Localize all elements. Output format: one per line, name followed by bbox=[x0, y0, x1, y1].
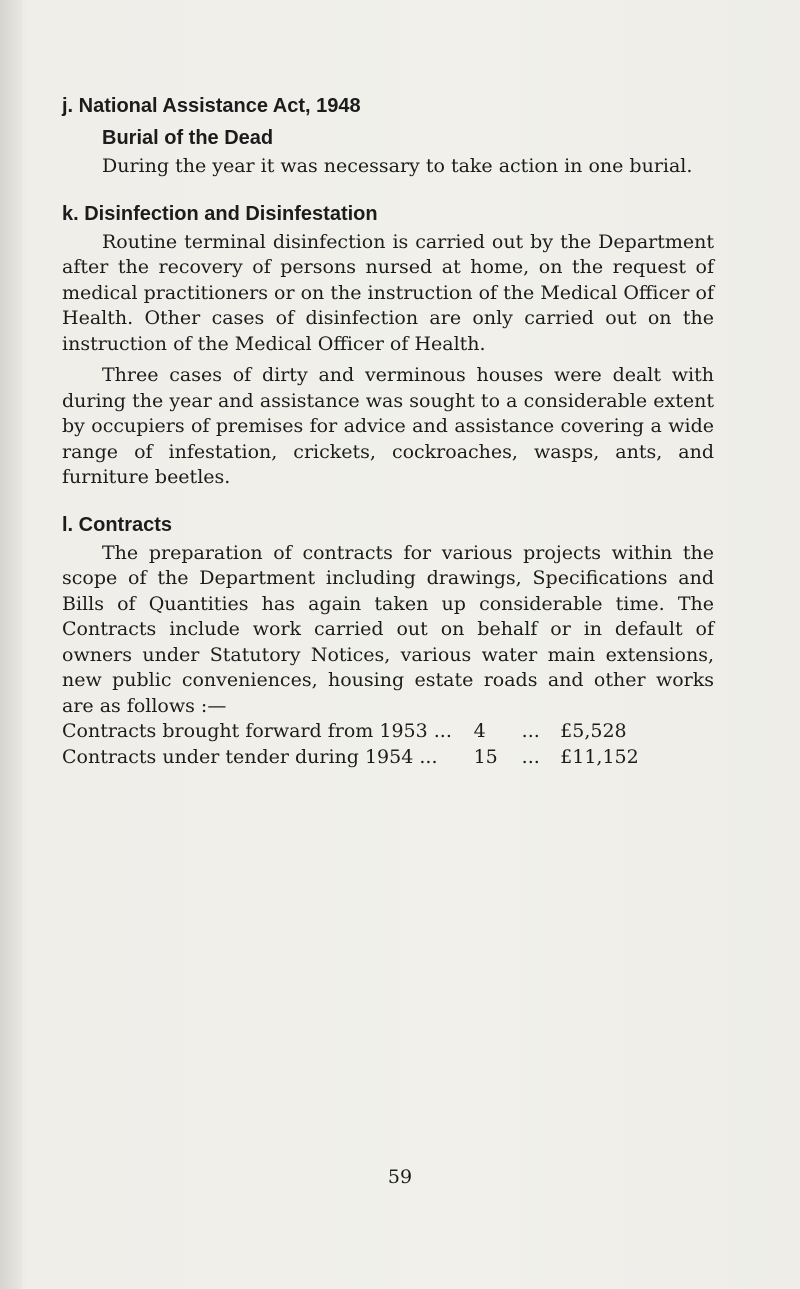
contracts-row-label: Contracts under tender during 1954 ... bbox=[62, 745, 438, 768]
contracts-row-count: 4 bbox=[473, 720, 486, 742]
section-k-paragraph-1: Routine terminal disinfection is carried out by the Department after the recovery of persons nursed at home, on the request of medical practitioners or on the instruction of the Medical Officer of Health. Other cases of disinfection are only carried out on the instruction of the Medical Officer of Health. bbox=[62, 230, 714, 355]
contracts-row bbox=[62, 719, 714, 745]
book-spine-shadow bbox=[0, 0, 22, 1289]
document-body bbox=[62, 90, 714, 770]
section-j-paragraph: During the year it was necessary to take action in one burial. bbox=[102, 155, 693, 177]
contracts-row bbox=[62, 745, 714, 771]
contracts-row-amount: £11,152 bbox=[560, 745, 639, 768]
section-j-heading: j. National Assistance Act, 1948 bbox=[62, 95, 361, 117]
page-number: 59 bbox=[387, 1166, 413, 1188]
contracts-row-count: 15 bbox=[473, 745, 498, 768]
section-k-heading: k. Disinfection and Disinfestation bbox=[62, 202, 378, 225]
section-j-subheading: Burial of the Dead bbox=[102, 127, 274, 149]
contracts-row-separator: ... bbox=[521, 720, 540, 742]
section-k-paragraph-2: Three cases of dirty and verminous houses were dealt with during the year and assistance was sought to a considerable extent by occupiers of premises for advice and assistance covering a wide range of infestation, crickets, cockroaches, wasps, ants, and furniture beetles. bbox=[62, 364, 714, 488]
section-l-heading: l. Contracts bbox=[62, 513, 173, 536]
contracts-row-amount: £5,528 bbox=[560, 720, 627, 742]
section-l-paragraph: The preparation of contracts for various projects within the scope of the Department including drawings, Specifications and Bills of Quantities has again taken up considerable time. The Contracts include work carried out on behalf or in default of owners under Statutory Notices, various water main extensions, new public conveniences, housing estate roads and other works are as follows :— bbox=[62, 541, 714, 717]
contracts-row-label: Contracts brought forward from 1953 ... bbox=[62, 720, 452, 742]
contracts-table bbox=[62, 719, 714, 770]
contracts-row-separator: ... bbox=[521, 745, 540, 768]
